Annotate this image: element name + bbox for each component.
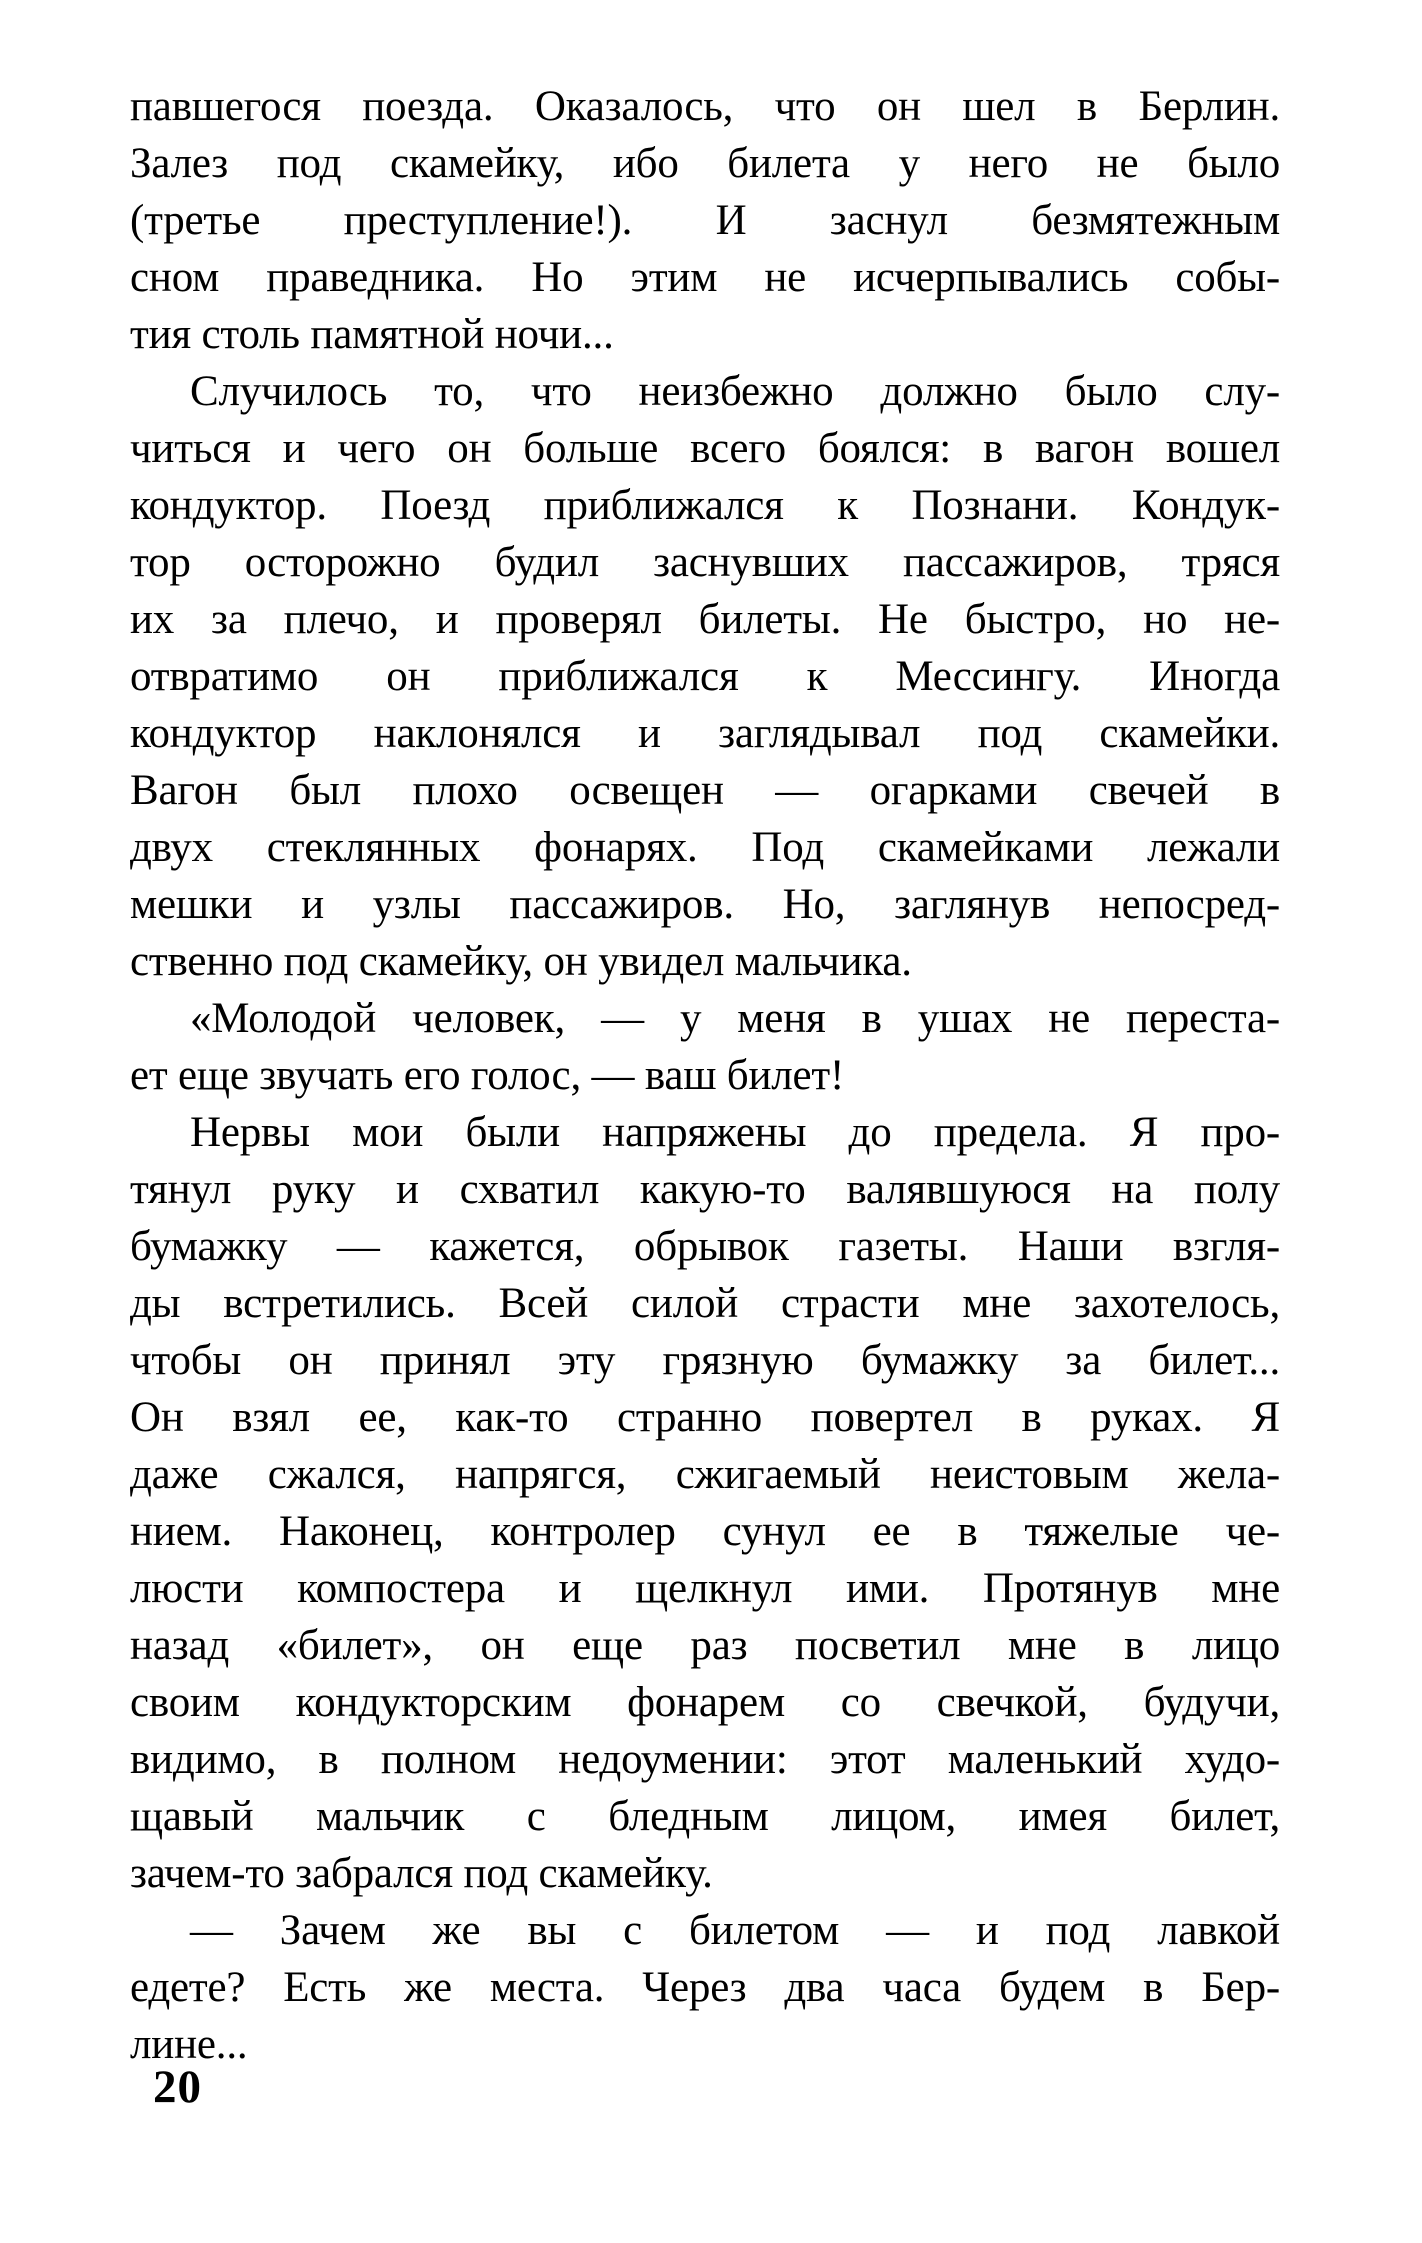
text-line: нием. Наконец, контролер сунул ее в тяжелые че- <box>130 1508 1280 1555</box>
text-line: бумажку — кажется, обрывок газеты. Наши взгля- <box>130 1223 1280 1270</box>
text-line: тянул руку и схватил какую-то валявшуюся на полу <box>130 1166 1280 1213</box>
text-line: их за плечо, и проверял билеты. Не быстро, но не- <box>130 596 1280 643</box>
text-line: лине... <box>130 2021 248 2068</box>
text-line: (третье преступление!). И заснул безмятежным <box>130 197 1280 244</box>
paragraph <box>130 363 1280 990</box>
text-line: читься и чего он больше всего боялся: в вагон вошел <box>130 425 1280 472</box>
text-line: Он взял ее, как-то странно повертел в руках. Я <box>130 1394 1280 1441</box>
text-line: кондуктор. Поезд приближался к Познани. Кондук- <box>130 482 1280 529</box>
text-line: щавый мальчик с бледным лицом, имея билет, <box>130 1793 1280 1840</box>
text-line: Залез под скамейку, ибо билета у него не было <box>130 140 1280 187</box>
text-line: — Зачем же вы с билетом — и под лавкой <box>190 1907 1280 1954</box>
text-line: ственно под скамейку, он увидел мальчика. <box>130 938 912 985</box>
text-line: даже сжался, напрягся, сжигаемый неистовым жела- <box>130 1451 1280 1498</box>
text-line: павшегося поезда. Оказалось, что он шел в Берлин. <box>130 83 1280 130</box>
text-line: Случилось то, что неизбежно должно было слу- <box>190 368 1280 415</box>
text-line: двух стеклянных фонарях. Под скамейками лежали <box>130 824 1280 871</box>
text-line: ды встретились. Всей силой страсти мне захотелось, <box>130 1280 1280 1327</box>
text-line: Вагон был плохо освещен — огарками свечей в <box>130 767 1280 814</box>
text-line: чтобы он принял эту грязную бумажку за билет... <box>130 1337 1280 1384</box>
text-line: Нервы мои были напряжены до предела. Я про- <box>190 1109 1280 1156</box>
text-line: «Молодой человек, — у меня в ушах не переста- <box>190 995 1280 1042</box>
paragraph <box>130 78 1280 363</box>
text-line: мешки и узлы пассажиров. Но, заглянув непосред- <box>130 881 1280 928</box>
text-line: своим кондукторским фонарем со свечкой, будучи, <box>130 1679 1280 1726</box>
text-line: зачем-то забрался под скамейку. <box>130 1850 713 1897</box>
text-line: люсти компостера и щелкнул ими. Протянув мне <box>130 1565 1280 1612</box>
text-line: назад «билет», он еще раз посветил мне в лицо <box>130 1622 1280 1669</box>
paragraph <box>130 990 1280 1104</box>
text-line: тия столь памятной ночи... <box>130 311 614 358</box>
page-number: 20 <box>153 2061 202 2113</box>
text-line: сном праведника. Но этим не исчерпывались собы- <box>130 254 1280 301</box>
text-line: тор осторожно будил заснувших пассажиров, тряся <box>130 539 1280 586</box>
text-line: видимо, в полном недоумении: этот маленький худо- <box>130 1736 1280 1783</box>
text-line: кондуктор наклонялся и заглядывал под скамейки. <box>130 710 1280 757</box>
text-line: отвратимо он приближался к Мессингу. Иногда <box>130 653 1280 700</box>
paragraph <box>130 1104 1280 1902</box>
text-line: едете? Есть же места. Через два часа будем в Бер- <box>130 1964 1280 2011</box>
text-line: ет еще звучать его голос, — ваш билет! <box>130 1052 845 1099</box>
page-text <box>130 78 1280 2073</box>
paragraph <box>130 1902 1280 2073</box>
